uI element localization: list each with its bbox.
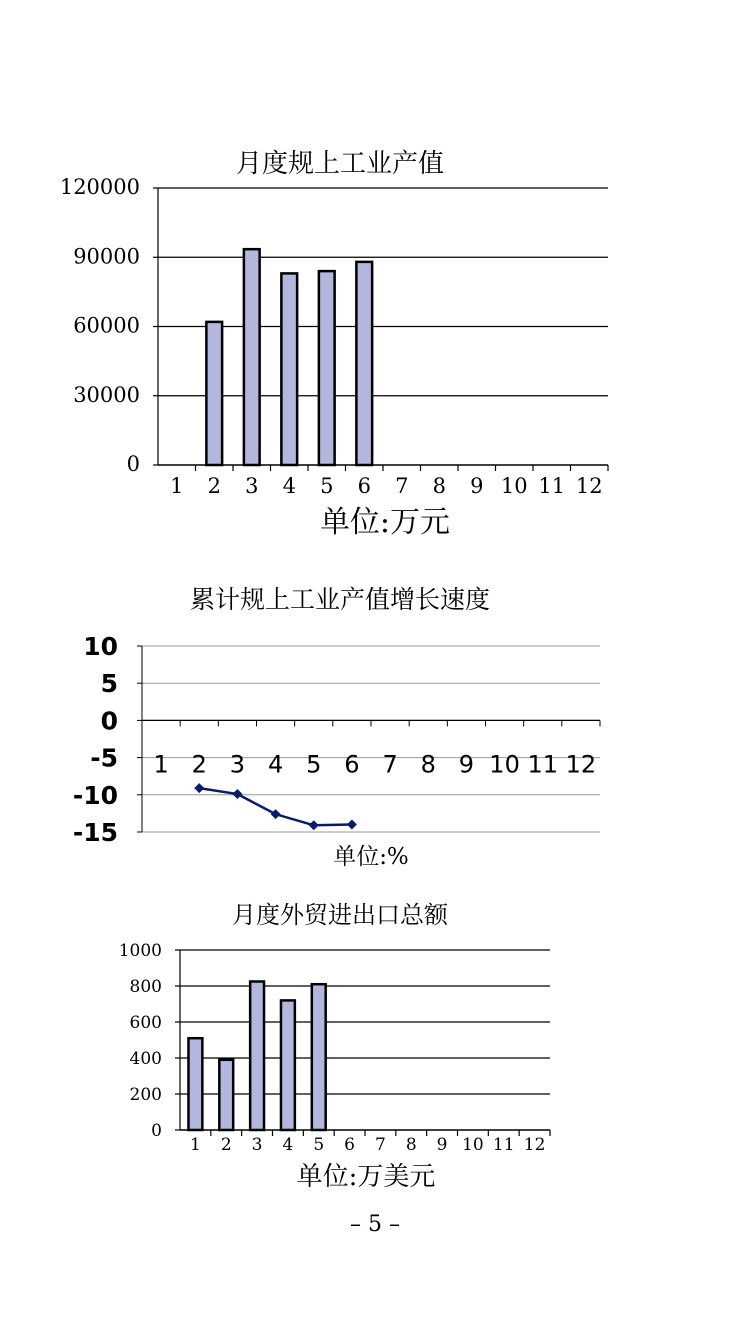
x-tick-label: 11 bbox=[492, 1135, 515, 1155]
x-tick-label: 1 bbox=[190, 1135, 201, 1155]
y-tick-label: -5 bbox=[90, 743, 118, 773]
data-point bbox=[347, 820, 357, 830]
cumulative-growth-rate-svg bbox=[0, 580, 750, 880]
bar bbox=[356, 262, 372, 465]
page-number: – 5 – bbox=[350, 1212, 400, 1237]
bar bbox=[281, 273, 297, 465]
x-tick-label: 12 bbox=[523, 1135, 546, 1155]
x-tick-label: 2 bbox=[207, 474, 221, 498]
data-point bbox=[271, 809, 281, 819]
bar bbox=[281, 1000, 295, 1130]
x-tick-label: 7 bbox=[382, 750, 398, 779]
data-point bbox=[309, 820, 319, 830]
y-tick-label: 0 bbox=[151, 1121, 162, 1141]
bar bbox=[250, 982, 264, 1131]
x-tick-label: 8 bbox=[420, 750, 436, 779]
x-tick-label: 9 bbox=[470, 474, 484, 498]
bar bbox=[219, 1060, 233, 1130]
monthly-industrial-output-svg bbox=[0, 140, 750, 550]
x-tick-label: 1 bbox=[153, 750, 169, 779]
x-tick-label: 10 bbox=[489, 750, 520, 779]
chart-unit-label: 单位:万美元 bbox=[296, 1162, 436, 1192]
bar bbox=[188, 1038, 202, 1130]
x-tick-label: 6 bbox=[357, 474, 371, 498]
x-tick-label: 3 bbox=[245, 474, 259, 498]
bar bbox=[244, 249, 260, 465]
y-tick-label: -15 bbox=[72, 818, 118, 847]
x-tick-label: 3 bbox=[251, 1135, 263, 1155]
x-tick-label: 5 bbox=[306, 750, 322, 779]
x-tick-label: 4 bbox=[282, 474, 296, 498]
x-tick-label: 8 bbox=[432, 474, 446, 498]
data-point bbox=[194, 783, 204, 793]
cumulative-growth-rate-chart bbox=[0, 580, 750, 880]
monthly-industrial-output-chart bbox=[0, 140, 750, 550]
y-tick-label: 0 bbox=[100, 706, 118, 736]
bar bbox=[312, 984, 326, 1130]
monthly-foreign-trade-chart bbox=[0, 895, 750, 1195]
chart-title: 累计规上工业产值增长速度 bbox=[189, 585, 491, 614]
y-tick-label: 400 bbox=[129, 1049, 162, 1069]
monthly-foreign-trade-svg bbox=[0, 895, 750, 1195]
x-tick-label: 1 bbox=[170, 474, 184, 498]
y-tick-label: 10 bbox=[83, 632, 118, 661]
x-tick-label: 4 bbox=[267, 750, 284, 779]
x-tick-label: 5 bbox=[313, 1135, 325, 1155]
y-tick-label: 200 bbox=[129, 1085, 162, 1105]
chart-title: 月度规上工业产值 bbox=[235, 149, 445, 179]
x-tick-label: 2 bbox=[220, 1135, 232, 1155]
x-tick-label: 3 bbox=[229, 750, 246, 779]
chart-unit-label: 单位:% bbox=[333, 844, 409, 870]
y-tick-label: 1000 bbox=[118, 941, 162, 961]
y-tick-label: 90000 bbox=[73, 244, 140, 269]
x-tick-label: 4 bbox=[282, 1135, 294, 1155]
x-tick-label: 10 bbox=[500, 474, 528, 498]
x-tick-label: 2 bbox=[191, 750, 207, 779]
x-tick-label: 12 bbox=[565, 750, 597, 779]
y-tick-label: 60000 bbox=[73, 313, 140, 338]
x-tick-label: 9 bbox=[436, 1135, 448, 1155]
x-tick-label: 12 bbox=[575, 474, 603, 498]
y-tick-label: 5 bbox=[100, 669, 118, 699]
x-tick-label: 7 bbox=[375, 1135, 386, 1155]
chart-title: 月度外贸进出口总额 bbox=[232, 901, 448, 929]
x-tick-label: 11 bbox=[527, 750, 559, 779]
y-tick-label: 0 bbox=[126, 452, 140, 476]
y-tick-label: -10 bbox=[72, 780, 118, 810]
y-tick-label: 600 bbox=[129, 1013, 162, 1033]
x-tick-label: 8 bbox=[405, 1135, 417, 1155]
x-tick-label: 5 bbox=[320, 474, 334, 498]
bar bbox=[319, 271, 335, 465]
x-tick-label: 6 bbox=[344, 1135, 355, 1155]
bar bbox=[206, 322, 222, 465]
x-tick-label: 9 bbox=[458, 750, 475, 779]
y-tick-label: 120000 bbox=[59, 175, 140, 199]
x-tick-label: 11 bbox=[538, 474, 566, 498]
y-tick-label: 30000 bbox=[73, 382, 140, 407]
x-tick-label: 6 bbox=[344, 750, 360, 779]
y-tick-label: 800 bbox=[129, 977, 162, 997]
series-line bbox=[199, 788, 352, 825]
x-tick-label: 10 bbox=[462, 1135, 484, 1155]
x-tick-label: 7 bbox=[395, 474, 409, 498]
chart-unit-label: 单位:万元 bbox=[319, 505, 451, 540]
data-point bbox=[232, 789, 242, 799]
